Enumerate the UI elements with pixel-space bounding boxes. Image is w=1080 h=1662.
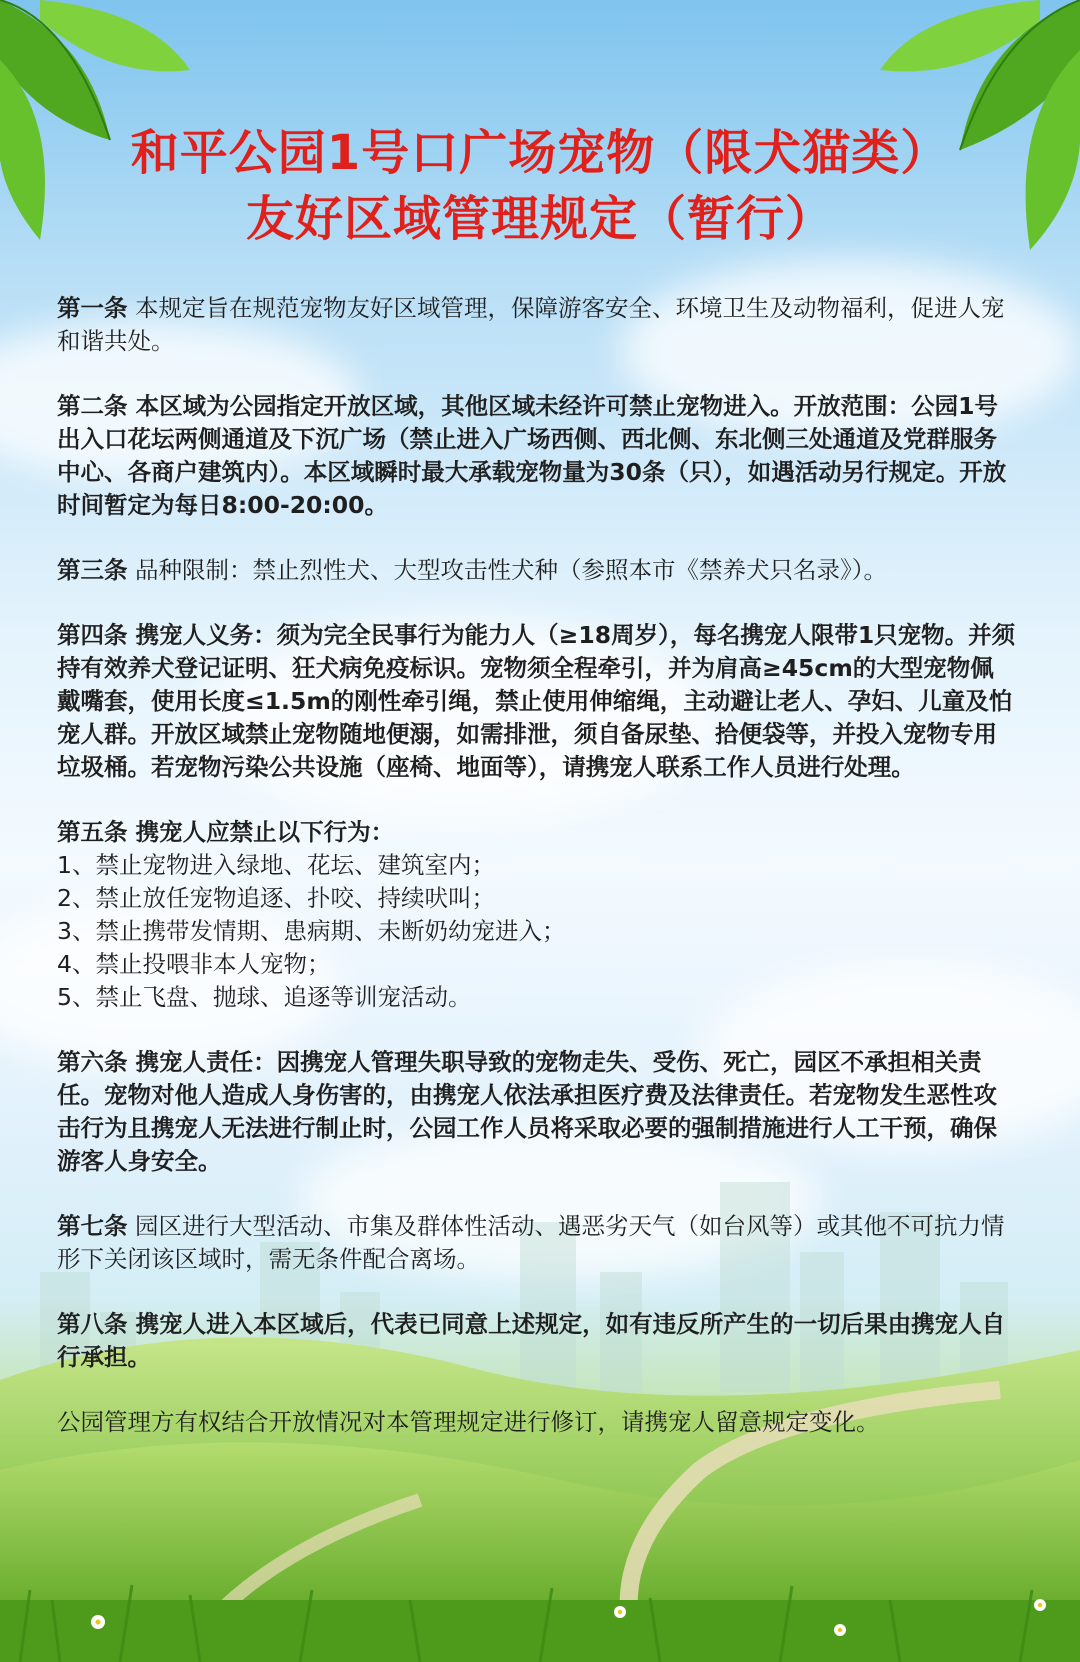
list-item: 1、禁止宠物进入绿地、花坛、建筑室内； bbox=[57, 851, 495, 879]
article-2: 第二条 本区域为公园指定开放区域，其他区域未经许可禁止宠物进入。开放范围：公园1号出入口花坛两侧通道及下沉广场（禁止进入广场西侧、西北侧、东北侧三处通道及党群服务中心、各商户建筑内）。本区域瞬时最大承载宠物量为30条（只），如遇活动另行规定。开放时间暂定为每日8:00-20:00。 bbox=[57, 392, 1007, 519]
regulation-content bbox=[57, 292, 1017, 1439]
article-6: 第六条 携宠人责任：因携宠人管理失职导致的宠物走失、受伤、死亡，园区不承担相关责任。宠物对他人造成人身伤害的，由携宠人依法承担医疗费及法律责任。若宠物发生恶性攻击行为且携宠人无法进行制止时，公园工作人员将采取必要的强制措施进行人工干预，确保游客人身安全。 bbox=[57, 1048, 997, 1175]
article-7-label: 第七条 bbox=[57, 1212, 128, 1240]
list-item: 3、禁止携带发情期、患病期、未断奶幼宠进入； bbox=[57, 917, 566, 945]
footer-note: 公园管理方有权结合开放情况对本管理规定进行修订，请携宠人留意规定变化。 bbox=[57, 1408, 880, 1436]
list-item: 4、禁止投喂非本人宠物； bbox=[57, 950, 331, 978]
article-8: 第八条 携宠人进入本区域后，代表已同意上述规定，如有违反所产生的一切后果由携宠人自行承担。 bbox=[57, 1310, 1006, 1371]
page-title-line2: 友好区域管理规定（暂行） bbox=[245, 191, 834, 247]
article-3-text: 品种限制：禁止烈性犬、大型攻击性犬种（参照本市《禁养犬只名录》）。 bbox=[127, 556, 887, 584]
article-5-list bbox=[57, 849, 1017, 1014]
article-7 bbox=[57, 1210, 1017, 1276]
list-item: 2、禁止放任宠物追逐、扑咬、持续吠叫； bbox=[57, 884, 495, 912]
article-5-heading: 第五条 携宠人应禁止以下行为： bbox=[57, 818, 395, 846]
article-1-text: 本规定旨在规范宠物友好区域管理，保障游客安全、环境卫生及动物福利，促进人宠和谐共处。 bbox=[57, 294, 1005, 355]
article-1-label: 第一条 bbox=[57, 294, 128, 322]
article-3 bbox=[57, 554, 1017, 587]
article-5 bbox=[57, 816, 1017, 1014]
article-1 bbox=[57, 292, 1017, 358]
article-7-text: 园区进行大型活动、市集及群体性活动、遇恶劣天气（如台风等）或其他不可抗力情形下关闭该区域时，需无条件配合离场。 bbox=[57, 1212, 1005, 1273]
page-title-line1: 和平公园1号口广场宠物（限犬猫类） bbox=[130, 125, 950, 181]
article-3-label: 第三条 bbox=[57, 556, 128, 584]
article-4: 第四条 携宠人义务：须为完全民事行为能力人（≥18周岁），每名携宠人限带1只宠物。并须持有效养犬登记证明、狂犬病免疫标识。宠物须全程牵引，并为肩高≥45cm的大型宠物佩戴嘴套，使用长度≤1.5m的刚性牵引绳，禁止使用伸缩绳，主动避让老人、孕妇、儿童及怕宠人群。开放区域禁止宠物随地便溺，如需排泄，须自备尿垫、拾便袋等，并投入宠物专用垃圾桶。若宠物污染公共设施（座椅、地面等），请携宠人联系工作人员进行处理。 bbox=[57, 621, 1016, 781]
list-item: 5、禁止飞盘、抛球、追逐等训宠活动。 bbox=[57, 983, 472, 1011]
